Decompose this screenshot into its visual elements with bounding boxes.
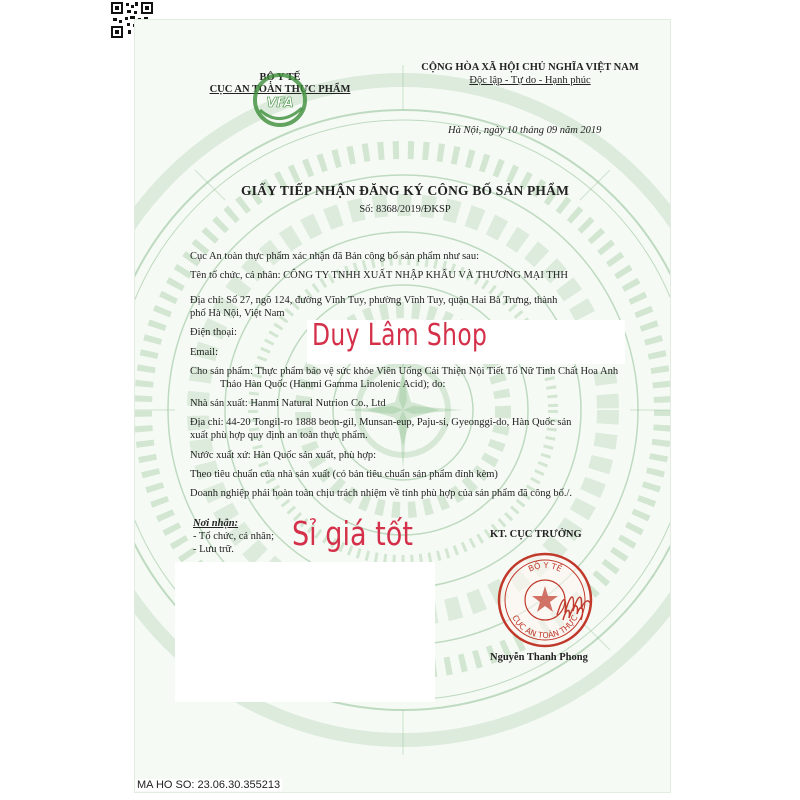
phone-label: Điện thoại: [190,327,237,338]
signature-scribble [555,585,595,625]
standard-text: Theo tiêu chuẩn của nhà sản xuất (có bản tiêu chuẩn sản phẩm đính kèm) [190,469,498,480]
manufacturer-address-2: xuất phù hợp quy định an toàn thực phẩm. [190,430,368,441]
signatory-role: KT. CỤC TRƯỞNG [490,529,582,540]
recipient-item: - Lưu trữ. [193,544,234,555]
address-line-2: phố Hà Nội, Việt Nam [190,308,285,319]
certificate-document [135,20,670,792]
address-line-1: Địa chỉ: Số 27, ngõ 124, đường Vĩnh Tuy, phường Vĩnh Tuy, quận Hai Bà Trưng, thành [190,295,558,306]
recipients-label: Nơi nhận: [193,518,239,529]
product-line-1: Cho sản phẩm: Thực phẩm bảo vệ sức khỏe Viên Uống Cải Thiện Nội Tiết Tố Nữ Tinh Chất Hoa Anh [190,366,619,377]
country-of-origin: Nước xuất xứ: Hàn Quốc sản xuất, phù hợp: [190,450,377,461]
vfa-logo [250,70,310,130]
ministry-name: BỘ Y TẾ [259,72,301,83]
redaction-cover [175,562,435,702]
recipient-item: - Tổ chức, cá nhân; [193,531,275,542]
document-number: Số: 8368/2019/ĐKSP [359,204,451,215]
email-label: Email: [190,347,218,358]
responsibility-text: Doanh nghiệp phải hoàn toàn chịu trách nhiệm về tính phù hợp của sản phẩm đã công bố./. [190,488,572,499]
stamp-bottom-text: CỤC AN TOÀN THỰC [510,613,580,641]
manufacturer-address-1: Địa chỉ: 44-20 Tongil-ro 1888 beon-gil, Munsan-eup, Paju-si, Gyeonggi-do, Hàn Quốc sản [190,417,572,428]
product-line-2: Thảo Hàn Quốc (Hanmi Gamma Linolenic Acid); do: [220,379,446,390]
document-title: GIẤY TIẾP NHẬN ĐĂNG KÝ CÔNG BỐ SẢN PHẨM [240,183,570,198]
department-name: CỤC AN TOÀN THỰC PHẨM [209,84,351,95]
manufacturer: Nhà sản xuất: Hanmi Natural Nutrion Co., Ltd [190,398,386,409]
country-name: CỘNG HÒA XÃ HỘI CHỦ NGHĨA VIỆT NAM [421,62,639,73]
shop-watermark: Duy Lâm Shop [312,318,488,353]
national-motto: Độc lập - Tự do - Hạnh phúc [469,75,591,86]
stamp-top-text: BỘ Y TẾ [526,560,564,574]
intro-text: Cục An toàn thực phẩm xác nhận đã Bản công bố sản phẩm như sau: [190,251,479,262]
signatory-name: Nguyễn Thanh Phong [490,652,588,663]
organization-name: Tên tổ chức, cá nhân: CÔNG TY TNHH XUẤT NHẬP KHẨU VÀ THƯƠNG MẠI THH [190,270,568,281]
record-number: MA HO SO: 23.06.30.355213 [137,779,281,791]
issue-date: Hà Nội, ngày 10 tháng 09 năm 2019 [448,125,602,136]
price-watermark: Sỉ giá tốt [292,514,413,553]
logo-text: VFA [266,96,294,111]
